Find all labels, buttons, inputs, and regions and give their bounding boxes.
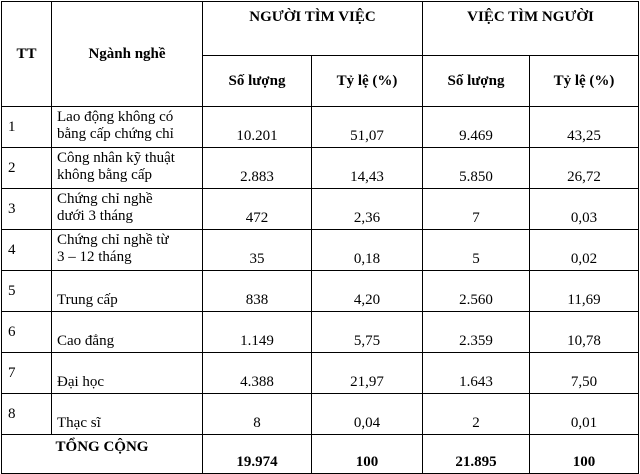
table-row	[2, 353, 639, 394]
cell-ntv-ty-le: 0,18	[312, 230, 423, 271]
cell-vtn-ty-le: 10,78	[530, 312, 639, 353]
total-row	[2, 435, 639, 474]
cell-nganh-nghe: Đại học	[52, 353, 203, 394]
col-header-nganh-nghe: Ngành nghề	[52, 2, 203, 107]
col-header-vtn-ty-le: Tỷ lệ (%)	[530, 56, 639, 107]
cell-tt: 5	[2, 271, 52, 312]
table-row	[2, 189, 639, 230]
nganh-line-1: Chứng chỉ nghề	[57, 191, 153, 207]
col-header-ntv-ty-le: Tỷ lệ (%)	[312, 56, 423, 107]
cell-tt: 8	[2, 394, 52, 435]
nganh-line-1: Chứng chỉ nghề từ	[57, 232, 169, 248]
cell-vtn-so-luong: 9.469	[423, 107, 530, 148]
cell-tt: 3	[2, 189, 52, 230]
cell-vtn-so-luong: 2.359	[423, 312, 530, 353]
table-row	[2, 230, 639, 271]
group-header-nguoi-tim-viec: NGƯỜI TÌM VIỆC	[203, 2, 423, 56]
cell-tt: 1	[2, 107, 52, 148]
cell-nganh-nghe	[52, 107, 203, 148]
cell-vtn-so-luong: 5	[423, 230, 530, 271]
table-row	[2, 148, 639, 189]
cell-nganh-nghe	[52, 189, 203, 230]
cell-vtn-ty-le: 26,72	[530, 148, 639, 189]
total-label: TỔNG CỘNG	[2, 435, 203, 474]
cell-vtn-ty-le: 0,01	[530, 394, 639, 435]
cell-vtn-so-luong: 7	[423, 189, 530, 230]
cell-ntv-so-luong: 35	[203, 230, 312, 271]
cell-vtn-ty-le: 7,50	[530, 353, 639, 394]
cell-vtn-so-luong: 2.560	[423, 271, 530, 312]
nganh-line-2: dưới 3 tháng	[57, 208, 134, 224]
total-vtn-so-luong: 21.895	[423, 435, 530, 474]
col-header-ntv-so-luong: Số lượng	[203, 56, 312, 107]
cell-ntv-ty-le: 21,97	[312, 353, 423, 394]
cell-ntv-so-luong: 4.388	[203, 353, 312, 394]
nganh-line-2: 3 – 12 tháng	[57, 249, 132, 265]
cell-nganh-nghe: Trung cấp	[52, 271, 203, 312]
cell-ntv-so-luong: 838	[203, 271, 312, 312]
cell-ntv-so-luong: 472	[203, 189, 312, 230]
cell-ntv-ty-le: 5,75	[312, 312, 423, 353]
nganh-line-2: bằng cấp chứng chỉ	[57, 126, 174, 142]
cell-tt: 7	[2, 353, 52, 394]
cell-ntv-ty-le: 0,04	[312, 394, 423, 435]
total-vtn-ty-le: 100	[530, 435, 639, 474]
nganh-line-1: Công nhân kỹ thuật	[57, 150, 175, 166]
col-header-vtn-so-luong: Số lượng	[423, 56, 530, 107]
header-row-1	[2, 2, 639, 56]
cell-vtn-so-luong: 5.850	[423, 148, 530, 189]
cell-vtn-so-luong: 1.643	[423, 353, 530, 394]
cell-vtn-ty-le: 0,02	[530, 230, 639, 271]
cell-vtn-so-luong: 2	[423, 394, 530, 435]
cell-ntv-so-luong: 1.149	[203, 312, 312, 353]
cell-ntv-ty-le: 14,43	[312, 148, 423, 189]
table-row	[2, 107, 639, 148]
cell-tt: 4	[2, 230, 52, 271]
cell-ntv-so-luong: 2.883	[203, 148, 312, 189]
cell-ntv-so-luong: 8	[203, 394, 312, 435]
cell-nganh-nghe: Thạc sĩ	[52, 394, 203, 435]
cell-vtn-ty-le: 0,03	[530, 189, 639, 230]
table-row	[2, 312, 639, 353]
total-ntv-ty-le: 100	[312, 435, 423, 474]
table-row	[2, 271, 639, 312]
cell-ntv-ty-le: 51,07	[312, 107, 423, 148]
cell-tt: 6	[2, 312, 52, 353]
group-header-viec-tim-nguoi: VIỆC TÌM NGƯỜI	[423, 2, 639, 56]
cell-ntv-so-luong: 10.201	[203, 107, 312, 148]
cell-vtn-ty-le: 11,69	[530, 271, 639, 312]
cell-ntv-ty-le: 4,20	[312, 271, 423, 312]
cell-tt: 2	[2, 148, 52, 189]
nganh-line-2: không bằng cấp	[57, 167, 152, 183]
cell-vtn-ty-le: 43,25	[530, 107, 639, 148]
cell-ntv-ty-le: 2,36	[312, 189, 423, 230]
total-ntv-so-luong: 19.974	[203, 435, 312, 474]
statistics-table	[1, 1, 639, 474]
table-row	[2, 394, 639, 435]
col-header-tt: TT	[2, 2, 52, 107]
cell-nganh-nghe	[52, 230, 203, 271]
cell-nganh-nghe: Cao đẳng	[52, 312, 203, 353]
cell-nganh-nghe	[52, 148, 203, 189]
nganh-line-1: Lao động không có	[57, 109, 174, 125]
